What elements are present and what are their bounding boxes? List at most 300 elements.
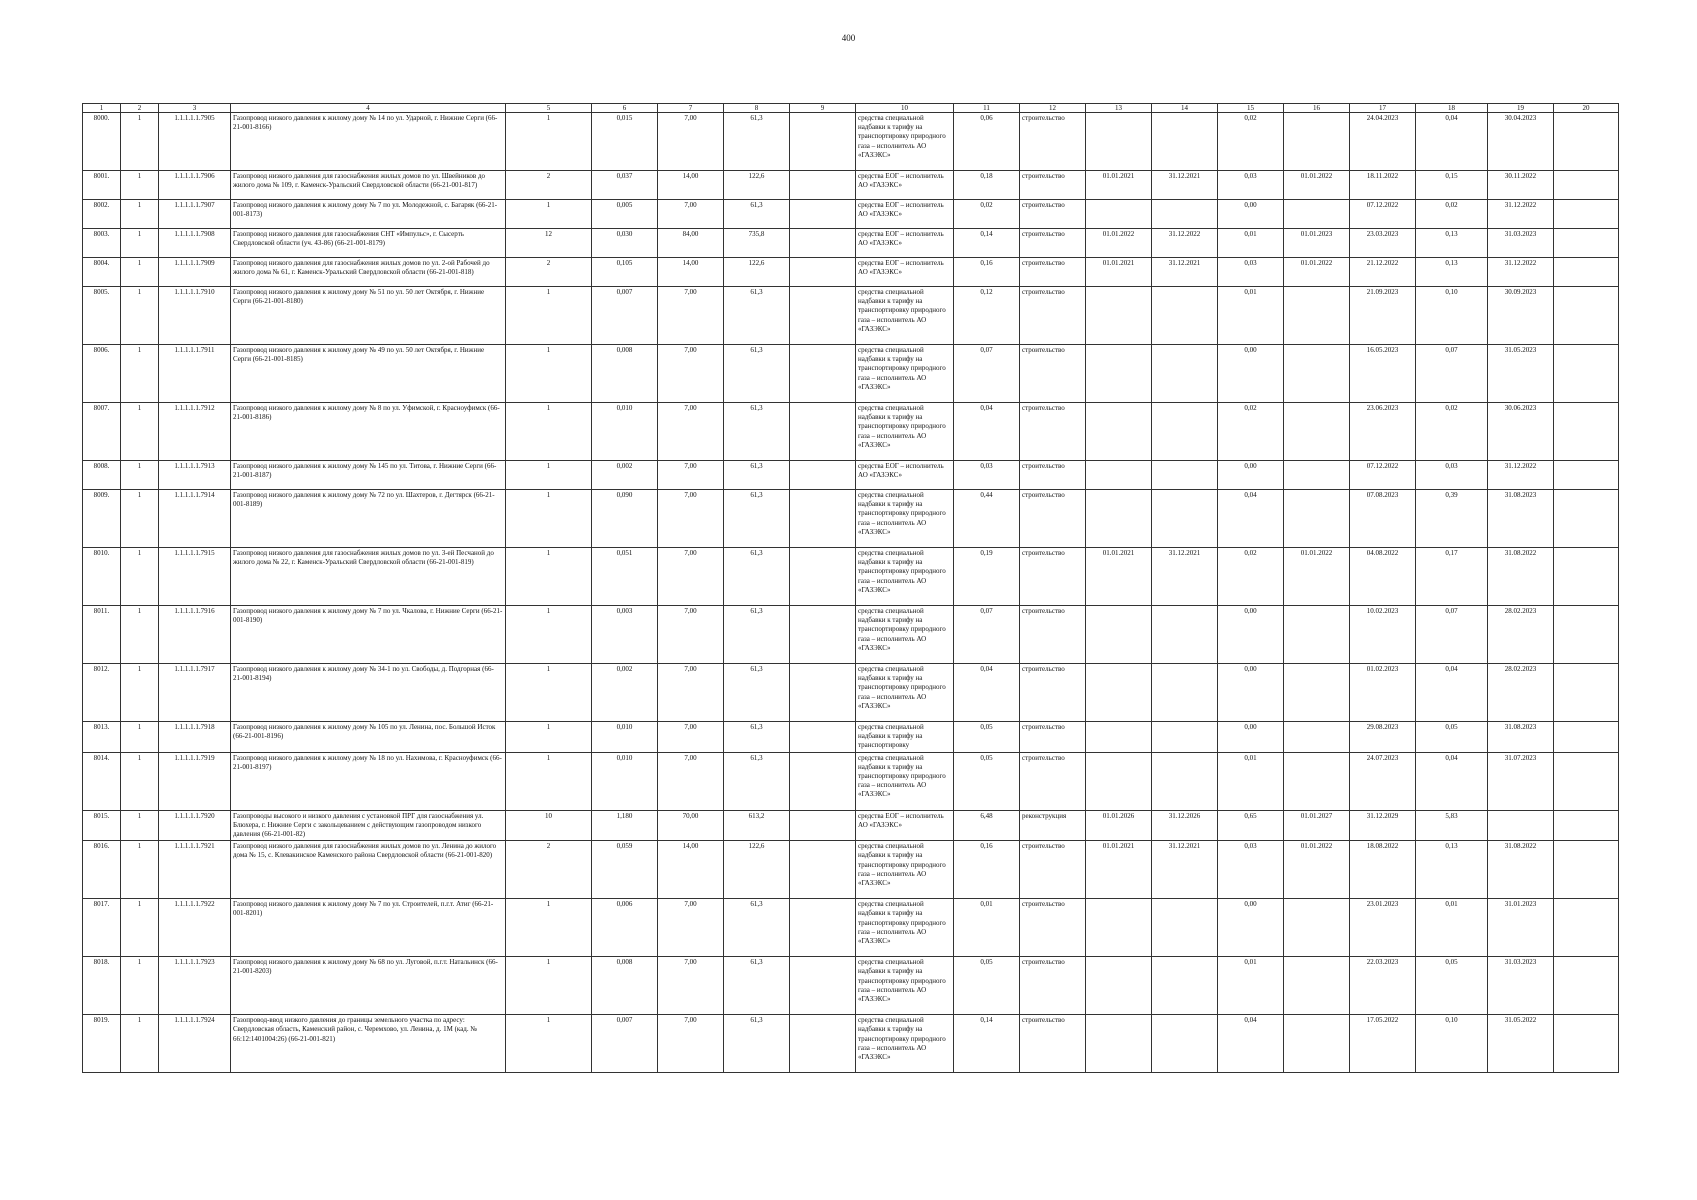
start-date [1086, 606, 1152, 664]
row-number: 8003. [83, 229, 121, 258]
table-row [83, 287, 1619, 345]
funding-source: средства ЕОГ – исполнитель АО «ГАЗЭКС» [856, 810, 954, 841]
row-number: 8006. [83, 345, 121, 403]
column-header: 3 [159, 104, 231, 113]
commissioning-date: 31.08.2022 [1488, 548, 1554, 606]
cost-cell: 0,00 [1218, 606, 1284, 664]
funding-source: средства специальной надбавки к тарифу на транспортировку природного газа – исполнитель АО «ГАЗЭКС» [856, 1015, 954, 1073]
work-type: реконструкция [1020, 810, 1086, 841]
quantity-cell: 1 [506, 345, 592, 403]
end-date [1152, 345, 1218, 403]
investment-table [82, 103, 1619, 1073]
completion-date: 29.08.2023 [1350, 722, 1416, 753]
value-cell: 7,00 [658, 200, 724, 229]
start-date: 01.01.2022 [1086, 229, 1152, 258]
extra-cell [1554, 957, 1619, 1015]
object-code: 1.1.1.1.1.7908 [159, 229, 231, 258]
value-cell: 84,00 [658, 229, 724, 258]
object-code: 1.1.1.1.1.7918 [159, 722, 231, 753]
end-date: 31.12.2021 [1152, 841, 1218, 899]
quantity-cell: 2 [506, 171, 592, 200]
table-row [83, 490, 1619, 548]
object-name: Газопровод-ввод низкого давления до границы земельного участка по адресу: Свердловская область, Каменский район, с. Черемхово, ул. Ленина, д. 1М (кад. № 66:12:1401004:26) (66-21-001-821) [231, 1015, 506, 1073]
length-cell: 0,010 [592, 752, 658, 810]
start-date [1086, 722, 1152, 753]
quantity-cell: 1 [506, 403, 592, 461]
row-number: 8009. [83, 490, 121, 548]
level-cell: 1 [121, 722, 159, 753]
value-cell [790, 258, 856, 287]
commissioning-date: 31.07.2023 [1488, 752, 1554, 810]
start-date [1284, 899, 1350, 957]
value-cell: 7,00 [658, 287, 724, 345]
table-row [83, 403, 1619, 461]
end-date [1152, 287, 1218, 345]
column-header: 17 [1350, 104, 1416, 113]
value-cell: 122,6 [724, 171, 790, 200]
funding-source: средства специальной надбавки к тарифу на транспортировку природного газа – исполнитель АО «ГАЗЭКС» [856, 664, 954, 722]
value-cell: 61,3 [724, 752, 790, 810]
cost-cell: 5,83 [1416, 810, 1488, 841]
row-number: 8004. [83, 258, 121, 287]
table-row [83, 810, 1619, 841]
start-date [1284, 957, 1350, 1015]
extra-cell [1554, 664, 1619, 722]
work-type: строительство [1020, 461, 1086, 490]
completion-date: 24.04.2023 [1350, 113, 1416, 171]
length-cell: 0,010 [592, 722, 658, 753]
cost-cell: 0,05 [1416, 722, 1488, 753]
cost-cell: 0,04 [954, 664, 1020, 722]
level-cell: 1 [121, 287, 159, 345]
cost-cell: 0,01 [1218, 287, 1284, 345]
end-date [1152, 722, 1218, 753]
value-cell: 70,00 [658, 810, 724, 841]
column-header: 6 [592, 104, 658, 113]
start-date [1284, 752, 1350, 810]
funding-source: средства специальной надбавки к тарифу на транспортировку [856, 722, 954, 753]
cost-cell: 0,00 [1218, 722, 1284, 753]
object-code: 1.1.1.1.1.7909 [159, 258, 231, 287]
extra-cell [1554, 810, 1619, 841]
work-type: строительство [1020, 229, 1086, 258]
funding-source: средства специальной надбавки к тарифу на транспортировку природного газа – исполнитель АО «ГАЗЭКС» [856, 841, 954, 899]
completion-date: 16.05.2023 [1350, 345, 1416, 403]
cost-cell: 0,03 [954, 461, 1020, 490]
level-cell: 1 [121, 841, 159, 899]
column-header: 5 [506, 104, 592, 113]
object-name: Газопровод низкого давления для газоснабжения жилых домов по ул. Швейников до жилого дома № 109, г. Каменск-Уральский Свердловской области (66-21-001-817) [231, 171, 506, 200]
value-cell [790, 841, 856, 899]
level-cell: 1 [121, 490, 159, 548]
cost-cell: 0,00 [1218, 461, 1284, 490]
commissioning-date: 31.08.2023 [1488, 490, 1554, 548]
column-header: 9 [790, 104, 856, 113]
start-date [1086, 957, 1152, 1015]
object-name: Газопровод низкого давления к жилому дому № 51 по ул. 50 лет Октября, г. Нижние Серги (66-21-001-8180) [231, 287, 506, 345]
completion-date: 07.12.2022 [1350, 200, 1416, 229]
column-header: 7 [658, 104, 724, 113]
column-number-row [83, 104, 1619, 113]
funding-source: средства специальной надбавки к тарифу на транспортировку природного газа – исполнитель АО «ГАЗЭКС» [856, 490, 954, 548]
end-date [1152, 957, 1218, 1015]
row-number: 8007. [83, 403, 121, 461]
level-cell: 1 [121, 752, 159, 810]
commissioning-date: 28.02.2023 [1488, 606, 1554, 664]
value-cell: 61,3 [724, 345, 790, 403]
value-cell: 122,6 [724, 841, 790, 899]
end-date [1152, 403, 1218, 461]
cost-cell: 0,19 [954, 548, 1020, 606]
start-date [1284, 287, 1350, 345]
cost-cell: 0,18 [954, 171, 1020, 200]
start-date [1086, 752, 1152, 810]
cost-cell: 0,01 [1218, 229, 1284, 258]
column-header: 2 [121, 104, 159, 113]
object-code: 1.1.1.1.1.7920 [159, 810, 231, 841]
value-cell: 61,3 [724, 287, 790, 345]
value-cell: 61,3 [724, 113, 790, 171]
work-type: строительство [1020, 722, 1086, 753]
object-name: Газопровод низкого давления к жилому дому № 7 по ул. Чкалова, г. Нижние Серги (66-21-001-8190) [231, 606, 506, 664]
cost-cell: 0,04 [1416, 752, 1488, 810]
cost-cell: 0,05 [954, 957, 1020, 1015]
value-cell: 61,3 [724, 899, 790, 957]
completion-date: 24.07.2023 [1350, 752, 1416, 810]
completion-date: 17.05.2022 [1350, 1015, 1416, 1073]
level-cell: 1 [121, 899, 159, 957]
row-number: 8001. [83, 171, 121, 200]
value-cell: 7,00 [658, 664, 724, 722]
commissioning-date: 30.06.2023 [1488, 403, 1554, 461]
start-date [1086, 1015, 1152, 1073]
cost-cell: 0,02 [1416, 403, 1488, 461]
length-cell: 0,003 [592, 606, 658, 664]
cost-cell: 0,07 [1416, 345, 1488, 403]
commissioning-date: 31.12.2022 [1488, 258, 1554, 287]
start-date: 01.01.2022 [1284, 548, 1350, 606]
value-cell [790, 957, 856, 1015]
object-code: 1.1.1.1.1.7916 [159, 606, 231, 664]
level-cell: 1 [121, 200, 159, 229]
value-cell [790, 229, 856, 258]
value-cell [790, 113, 856, 171]
value-cell: 7,00 [658, 113, 724, 171]
value-cell: 7,00 [658, 752, 724, 810]
cost-cell: 0,03 [1218, 841, 1284, 899]
value-cell [790, 1015, 856, 1073]
row-number: 8010. [83, 548, 121, 606]
object-name: Газопровод низкого давления для газоснабжения СНТ «Импульс», г. Сысерть Свердловской области (уч. 43-86) (66-21-001-8179) [231, 229, 506, 258]
cost-cell: 0,65 [1218, 810, 1284, 841]
extra-cell [1554, 403, 1619, 461]
object-code: 1.1.1.1.1.7924 [159, 1015, 231, 1073]
column-header: 15 [1218, 104, 1284, 113]
funding-source: средства ЕОГ – исполнитель АО «ГАЗЭКС» [856, 171, 954, 200]
row-number: 8019. [83, 1015, 121, 1073]
start-date: 01.01.2027 [1284, 810, 1350, 841]
value-cell: 735,8 [724, 229, 790, 258]
row-number: 8017. [83, 899, 121, 957]
completion-date: 31.12.2029 [1350, 810, 1416, 841]
length-cell: 0,105 [592, 258, 658, 287]
cost-cell: 6,48 [954, 810, 1020, 841]
object-code: 1.1.1.1.1.7923 [159, 957, 231, 1015]
value-cell [790, 899, 856, 957]
cost-cell: 0,01 [954, 899, 1020, 957]
object-name: Газопровод низкого давления к жилому дому № 105 по ул. Ленина, пос. Большой Исток (66-21-001-8196) [231, 722, 506, 753]
completion-date: 22.03.2023 [1350, 957, 1416, 1015]
value-cell: 7,00 [658, 606, 724, 664]
row-number: 8012. [83, 664, 121, 722]
quantity-cell: 1 [506, 200, 592, 229]
end-date [1152, 200, 1218, 229]
cost-cell: 0,00 [1218, 345, 1284, 403]
length-cell: 0,030 [592, 229, 658, 258]
extra-cell [1554, 200, 1619, 229]
start-date: 01.01.2021 [1086, 171, 1152, 200]
table-row [83, 548, 1619, 606]
funding-source: средства ЕОГ – исполнитель АО «ГАЗЭКС» [856, 229, 954, 258]
cost-cell: 0,17 [1416, 548, 1488, 606]
end-date [1152, 113, 1218, 171]
value-cell: 7,00 [658, 490, 724, 548]
object-code: 1.1.1.1.1.7915 [159, 548, 231, 606]
cost-cell: 0,14 [954, 1015, 1020, 1073]
end-date [1152, 752, 1218, 810]
start-date: 01.01.2022 [1284, 841, 1350, 899]
value-cell: 7,00 [658, 957, 724, 1015]
table-row [83, 841, 1619, 899]
work-type: строительство [1020, 403, 1086, 461]
quantity-cell: 2 [506, 258, 592, 287]
cost-cell: 0,10 [1416, 1015, 1488, 1073]
value-cell [790, 461, 856, 490]
object-code: 1.1.1.1.1.7917 [159, 664, 231, 722]
quantity-cell: 1 [506, 490, 592, 548]
extra-cell [1554, 113, 1619, 171]
funding-source: средства специальной надбавки к тарифу на транспортировку природного газа – исполнитель АО «ГАЗЭКС» [856, 345, 954, 403]
cost-cell: 0,10 [1416, 287, 1488, 345]
value-cell [790, 287, 856, 345]
value-cell: 7,00 [658, 403, 724, 461]
end-date [1152, 664, 1218, 722]
object-name: Газопровод низкого давления к жилому дому № 68 по ул. Луговой, п.г.т. Натальинск (66-21-001-8203) [231, 957, 506, 1015]
funding-source: средства специальной надбавки к тарифу на транспортировку природного газа – исполнитель АО «ГАЗЭКС» [856, 957, 954, 1015]
length-cell: 0,010 [592, 403, 658, 461]
table-row [83, 899, 1619, 957]
work-type: строительство [1020, 490, 1086, 548]
cost-cell: 0,04 [1218, 1015, 1284, 1073]
start-date [1086, 461, 1152, 490]
end-date: 31.12.2021 [1152, 258, 1218, 287]
column-header: 13 [1086, 104, 1152, 113]
work-type: строительство [1020, 752, 1086, 810]
start-date [1284, 403, 1350, 461]
commissioning-date: 31.08.2023 [1488, 722, 1554, 753]
table-row [83, 606, 1619, 664]
value-cell [790, 345, 856, 403]
column-header: 1 [83, 104, 121, 113]
object-code: 1.1.1.1.1.7910 [159, 287, 231, 345]
level-cell: 1 [121, 810, 159, 841]
cost-cell: 0,05 [954, 722, 1020, 753]
table-row [83, 113, 1619, 171]
row-number: 8008. [83, 461, 121, 490]
object-code: 1.1.1.1.1.7911 [159, 345, 231, 403]
row-number: 8005. [83, 287, 121, 345]
start-date [1086, 200, 1152, 229]
table-row [83, 461, 1619, 490]
quantity-cell: 1 [506, 548, 592, 606]
completion-date: 21.12.2022 [1350, 258, 1416, 287]
length-cell: 1,180 [592, 810, 658, 841]
start-date [1284, 345, 1350, 403]
table-row [83, 752, 1619, 810]
end-date [1152, 461, 1218, 490]
value-cell: 61,3 [724, 957, 790, 1015]
quantity-cell: 12 [506, 229, 592, 258]
commissioning-date: 31.03.2023 [1488, 957, 1554, 1015]
quantity-cell: 1 [506, 722, 592, 753]
funding-source: средства специальной надбавки к тарифу на транспортировку природного газа – исполнитель АО «ГАЗЭКС» [856, 403, 954, 461]
table-row [83, 229, 1619, 258]
level-cell: 1 [121, 345, 159, 403]
extra-cell [1554, 229, 1619, 258]
object-name: Газопровод низкого давления к жилому дому № 49 по ул. 50 лет Октября, г. Нижние Серги (66-21-001-8185) [231, 345, 506, 403]
table-row [83, 200, 1619, 229]
object-name: Газопроводы высокого и низкого давления с установкой ПРГ для газоснабжения ул. Блюхера, г. Нижние Серги с закольцеванием с действующим газопроводом низкого давления (66-21-001-82) [231, 810, 506, 841]
cost-cell: 0,04 [1218, 490, 1284, 548]
quantity-cell: 1 [506, 1015, 592, 1073]
row-number: 8016. [83, 841, 121, 899]
completion-date: 23.03.2023 [1350, 229, 1416, 258]
column-header: 18 [1416, 104, 1488, 113]
extra-cell [1554, 461, 1619, 490]
quantity-cell: 1 [506, 957, 592, 1015]
object-name: Газопровод низкого давления к жилому дому № 34-1 по ул. Свободы, д. Подгорная (66-21-001-8194) [231, 664, 506, 722]
object-name: Газопровод низкого давления к жилому дому № 7 по ул. Молодежной, с. Багаряк (66-21-001-8173) [231, 200, 506, 229]
completion-date: 23.01.2023 [1350, 899, 1416, 957]
length-cell: 0,007 [592, 1015, 658, 1073]
extra-cell [1554, 171, 1619, 200]
commissioning-date: 31.05.2023 [1488, 345, 1554, 403]
commissioning-date: 30.09.2023 [1488, 287, 1554, 345]
value-cell [790, 752, 856, 810]
start-date [1284, 200, 1350, 229]
completion-date: 18.11.2022 [1350, 171, 1416, 200]
commissioning-date: 31.03.2023 [1488, 229, 1554, 258]
object-code: 1.1.1.1.1.7922 [159, 899, 231, 957]
value-cell: 61,3 [724, 548, 790, 606]
level-cell: 1 [121, 229, 159, 258]
length-cell: 0,008 [592, 345, 658, 403]
completion-date: 07.08.2023 [1350, 490, 1416, 548]
start-date [1284, 722, 1350, 753]
level-cell: 1 [121, 403, 159, 461]
value-cell [790, 810, 856, 841]
funding-source: средства специальной надбавки к тарифу на транспортировку природного газа – исполнитель АО «ГАЗЭКС» [856, 113, 954, 171]
column-header: 16 [1284, 104, 1350, 113]
table-row [83, 722, 1619, 753]
value-cell: 61,3 [724, 1015, 790, 1073]
object-name: Газопровод низкого давления к жилому дому № 8 по ул. Уфимской, г. Красноуфимск (66-21-001-8186) [231, 403, 506, 461]
cost-cell: 0,13 [1416, 229, 1488, 258]
value-cell: 14,00 [658, 841, 724, 899]
cost-cell: 0,06 [954, 113, 1020, 171]
work-type: строительство [1020, 548, 1086, 606]
row-number: 8018. [83, 957, 121, 1015]
object-name: Газопровод низкого давления для газоснабжения жилых домов по ул. 3-ей Песчаной до жилого дома № 22, г. Каменск-Уральский Свердловской области (66-21-001-819) [231, 548, 506, 606]
row-number: 8011. [83, 606, 121, 664]
value-cell [790, 722, 856, 753]
column-header: 8 [724, 104, 790, 113]
start-date: 01.01.2021 [1086, 548, 1152, 606]
completion-date: 18.08.2022 [1350, 841, 1416, 899]
work-type: строительство [1020, 200, 1086, 229]
quantity-cell: 1 [506, 606, 592, 664]
extra-cell [1554, 899, 1619, 957]
commissioning-date: 30.04.2023 [1488, 113, 1554, 171]
extra-cell [1554, 722, 1619, 753]
cost-cell: 0,15 [1416, 171, 1488, 200]
level-cell: 1 [121, 606, 159, 664]
level-cell: 1 [121, 461, 159, 490]
value-cell: 7,00 [658, 1015, 724, 1073]
value-cell: 613,2 [724, 810, 790, 841]
level-cell: 1 [121, 548, 159, 606]
commissioning-date: 31.05.2022 [1488, 1015, 1554, 1073]
cost-cell: 0,44 [954, 490, 1020, 548]
level-cell: 1 [121, 258, 159, 287]
object-code: 1.1.1.1.1.7921 [159, 841, 231, 899]
funding-source: средства специальной надбавки к тарифу на транспортировку природного газа – исполнитель АО «ГАЗЭКС» [856, 548, 954, 606]
completion-date: 01.02.2023 [1350, 664, 1416, 722]
value-cell: 7,00 [658, 345, 724, 403]
start-date [1086, 287, 1152, 345]
object-code: 1.1.1.1.1.7906 [159, 171, 231, 200]
work-type: строительство [1020, 258, 1086, 287]
object-code: 1.1.1.1.1.7905 [159, 113, 231, 171]
column-header: 11 [954, 104, 1020, 113]
quantity-cell: 1 [506, 899, 592, 957]
cost-cell: 0,07 [954, 345, 1020, 403]
table-row [83, 171, 1619, 200]
funding-source: средства специальной надбавки к тарифу на транспортировку природного газа – исполнитель АО «ГАЗЭКС» [856, 606, 954, 664]
row-number: 8014. [83, 752, 121, 810]
completion-date: 21.09.2023 [1350, 287, 1416, 345]
row-number: 8002. [83, 200, 121, 229]
start-date: 01.01.2023 [1284, 229, 1350, 258]
page-number: 400 [841, 33, 856, 43]
object-code: 1.1.1.1.1.7913 [159, 461, 231, 490]
work-type: строительство [1020, 606, 1086, 664]
length-cell: 0,002 [592, 664, 658, 722]
value-cell [790, 200, 856, 229]
row-number: 8000. [83, 113, 121, 171]
completion-date: 10.02.2023 [1350, 606, 1416, 664]
table-row [83, 664, 1619, 722]
object-name: Газопровод низкого давления к жилому дому № 72 по ул. Шахтеров, г. Дегтярск (66-21-001-8189) [231, 490, 506, 548]
cost-cell: 0,00 [1218, 664, 1284, 722]
start-date [1284, 461, 1350, 490]
object-name: Газопровод низкого давления к жилому дому № 14 по ул. Ударной, г. Нижние Серги (66-21-001-8166) [231, 113, 506, 171]
commissioning-date: 31.01.2023 [1488, 899, 1554, 957]
level-cell: 1 [121, 1015, 159, 1073]
level-cell: 1 [121, 957, 159, 1015]
start-date [1284, 113, 1350, 171]
extra-cell [1554, 490, 1619, 548]
